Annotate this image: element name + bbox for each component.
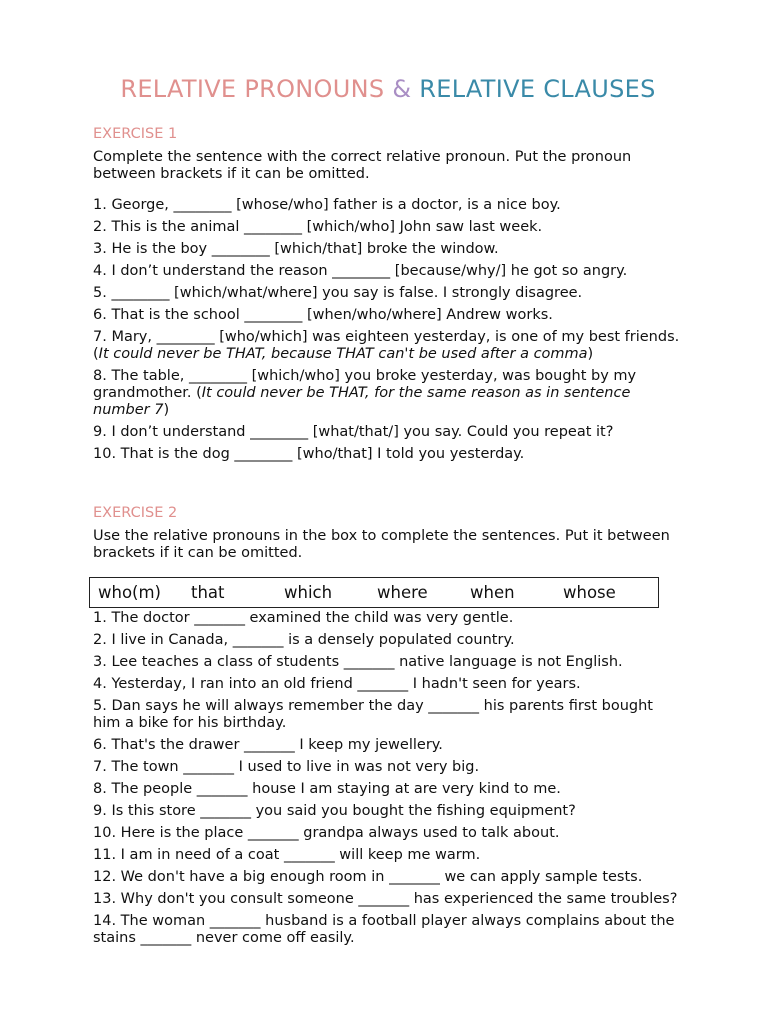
note-italic: It could never be THAT, for the same reason as in sentence number 7 bbox=[93, 385, 631, 418]
list-item: 4. I don’t understand the reason ________ [because/why/] he got so angry. bbox=[93, 263, 628, 279]
exercise-1-list bbox=[93, 197, 683, 468]
word-box-item: where bbox=[377, 583, 428, 602]
list-item: 5. Dan says he will always remember the day _______ his parents first bought him a bike for his birthday. bbox=[93, 698, 653, 731]
list-item: 1. George, ________ [whose/who] father is a doctor, is a nice boy. bbox=[93, 197, 561, 213]
title-ampersand: & bbox=[392, 75, 412, 103]
note-italic: It could never be THAT, because THAT can't be used after a comma bbox=[98, 346, 588, 362]
list-item: 6. That's the drawer _______ I keep my jewellery. bbox=[93, 737, 443, 753]
list-item: 2. This is the animal ________ [which/who] John saw last week. bbox=[93, 219, 543, 235]
word-box-item: whose bbox=[563, 583, 616, 602]
list-item: 3. He is the boy ________ [which/that] broke the window. bbox=[93, 241, 499, 257]
list-item: 14. The woman _______ husband is a football player always complains about the stains _______ never come off easily. bbox=[93, 913, 675, 946]
list-item: 6. That is the school ________ [when/who/where] Andrew works. bbox=[93, 307, 553, 323]
word-box-item: that bbox=[191, 583, 225, 602]
list-item: 5. ________ [which/what/where] you say is false. I strongly disagree. bbox=[93, 285, 583, 301]
exercise-2-heading: EXERCISE 2 bbox=[93, 505, 178, 521]
list-item: 11. I am in need of a coat _______ will keep me warm. bbox=[93, 847, 481, 863]
list-item: 7. The town _______ I used to live in was not very big. bbox=[93, 759, 480, 775]
word-box-item: which bbox=[284, 583, 333, 602]
title-part-1: RELATIVE PRONOUNS bbox=[120, 75, 385, 103]
list-item: 8. The table, ________ [which/who] you broke yesterday, was bought by my grandmother. (It could never be THAT, for the same reason as in sentence number 7) bbox=[93, 368, 637, 418]
list-item: 2. I live in Canada, _______ is a densely populated country. bbox=[93, 632, 515, 648]
word-box bbox=[89, 577, 659, 608]
list-item: 9. I don’t understand ________ [what/that/] you say. Could you repeat it? bbox=[93, 424, 614, 440]
list-item: 8. The people _______ house I am staying at are very kind to me. bbox=[93, 781, 561, 797]
title-part-2: RELATIVE CLAUSES bbox=[419, 75, 656, 103]
list-item: 9. Is this store _______ you said you bought the fishing equipment? bbox=[93, 803, 576, 819]
word-box-item: who(m) bbox=[98, 583, 161, 602]
list-item: 3. Lee teaches a class of students _______ native language is not English. bbox=[93, 654, 623, 670]
list-item: 7. Mary, ________ [who/which] was eighteen yesterday, is one of my best friends. (It could never be THAT, because THAT can't be used after a comma) bbox=[93, 329, 680, 362]
exercise-1-instruction: Complete the sentence with the correct relative pronoun. Put the pronoun between brackets if it can be omitted. bbox=[93, 149, 632, 182]
list-item: 4. Yesterday, I ran into an old friend _______ I hadn't seen for years. bbox=[93, 676, 581, 692]
list-item: 10. That is the dog ________ [who/that] I told you yesterday. bbox=[93, 446, 525, 462]
list-item: 1. The doctor _______ examined the child was very gentle. bbox=[93, 610, 514, 626]
list-item: 12. We don't have a big enough room in _______ we can apply sample tests. bbox=[93, 869, 643, 885]
word-box-item: when bbox=[470, 583, 515, 602]
exercise-1-heading: EXERCISE 1 bbox=[93, 126, 178, 142]
list-item: 13. Why don't you consult someone _______ has experienced the same troubles? bbox=[93, 891, 678, 907]
exercise-2-list bbox=[93, 610, 683, 952]
exercise-2-instruction: Use the relative pronouns in the box to complete the sentences. Put it between brackets if it can be omitted. bbox=[93, 528, 670, 561]
list-item: 10. Here is the place _______ grandpa always used to talk about. bbox=[93, 825, 560, 841]
page-title bbox=[93, 75, 683, 103]
